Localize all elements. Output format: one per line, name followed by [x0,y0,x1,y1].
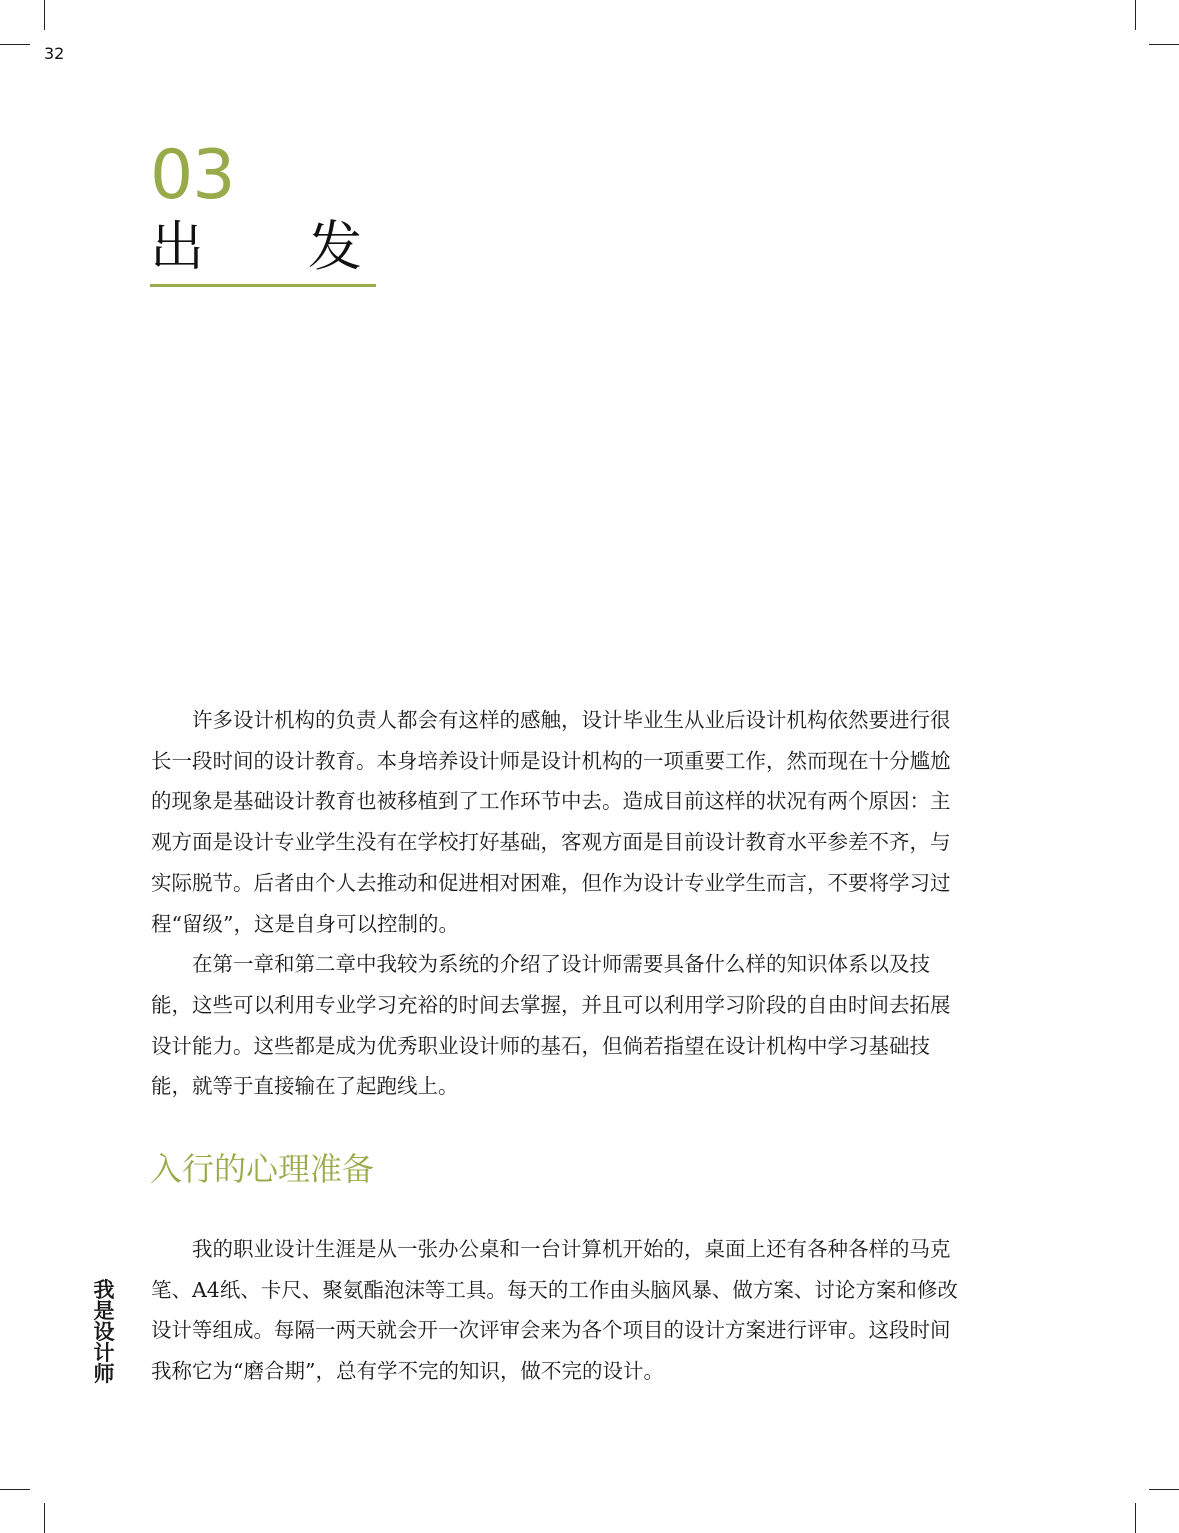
intro-text [151,700,961,1107]
crop-mark-bottom-left-horizontal [0,1489,30,1490]
crop-mark-bottom-right-vertical [1135,1503,1136,1533]
running-side-label: 我是设计师 [93,1278,115,1386]
crop-mark-top-right-vertical [1135,0,1136,30]
section-text [151,1229,961,1392]
page-number: 32 [44,44,65,63]
chapter-number: 03 [150,136,235,215]
paragraph: 我的职业设计生涯是从一张办公桌和一台计算机开始的，桌面上还有各种各样的马克笔、A4纸、卡尺、聚氨酯泡沫等工具。每天的工作由头脑风暴、做方案、讨论方案和修改设计等组成。每隔一两天就会开一次评审会来为各个项目的设计方案进行评审。这段时间我称它为“磨合期”，总有学不完的知识，做不完的设计。 [151,1237,958,1384]
chapter-title: 出发 [150,215,466,278]
chapter-title-underline [150,284,376,287]
section-heading: 入行的心理准备 [150,1150,375,1188]
crop-mark-top-right-horizontal [1149,44,1179,45]
crop-mark-bottom-left-vertical [44,1503,45,1533]
crop-mark-bottom-right-horizontal [1149,1489,1179,1490]
paragraph: 许多设计机构的负责人都会有这样的感触，设计毕业生从业后设计机构依然要进行很长一段时间的设计教育。本身培养设计师是设计机构的一项重要工作，然而现在十分尴尬的现象是基础设计教育也被移植到了工作环节中去。造成目前这样的状况有两个原因：主观方面是设计专业学生没有在学校打好基础，客观方面是目前设计教育水平参差不齐，与实际脱节。后者由个人去推动和促进相对困难，但作为设计专业学生而言，不要将学习过程“留级”，这是自身可以控制的。 [151,708,951,936]
paragraph: 在第一章和第二章中我较为系统的介绍了设计师需要具备什么样的知识体系以及技能，这些可以利用专业学习充裕的时间去掌握，并且可以利用学习阶段的自由时间去拓展设计能力。这些都是成为优秀职业设计师的基石，但倘若指望在设计机构中学习基础技能，就等于直接输在了起跑线上。 [151,952,951,1099]
crop-mark-top-left-vertical [44,0,45,30]
crop-mark-top-left-horizontal [0,44,30,45]
